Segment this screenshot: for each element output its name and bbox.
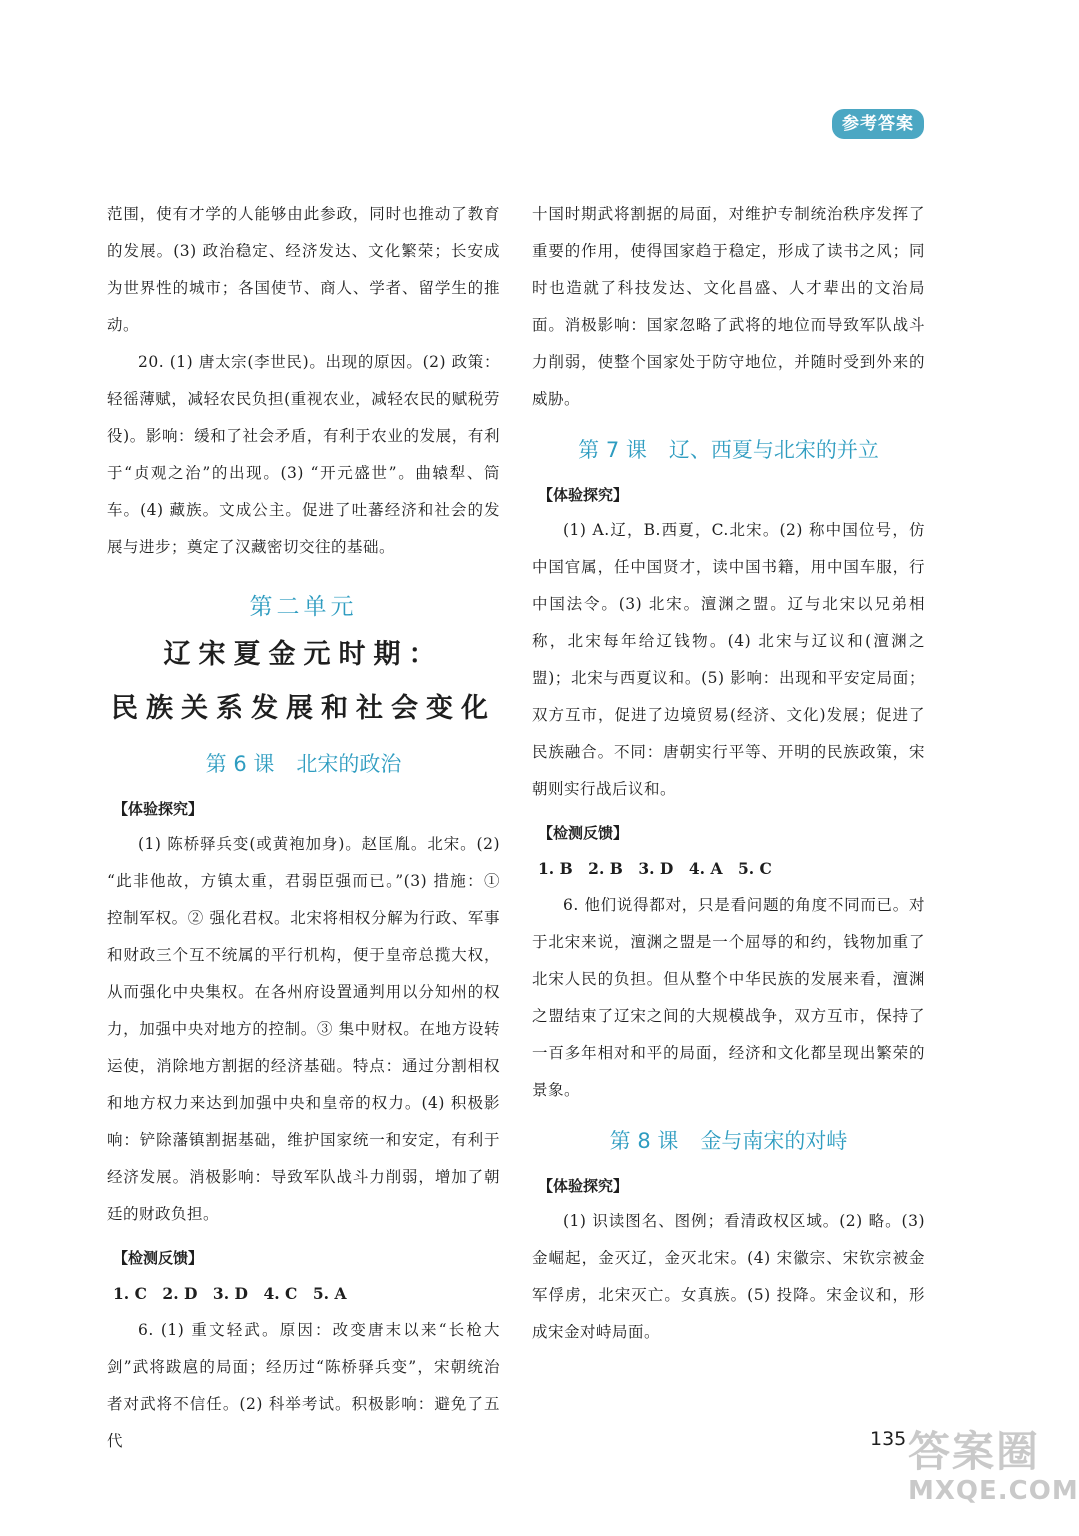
lesson-8-number: 第 8 课 bbox=[609, 1129, 679, 1153]
paragraph-right-1: 十国时期武将割据的局面，对维护专制统治秩序发挥了重要的作用，使得国家趋于稳定，形成了读书之风；同时也造就了科技发达、文化昌盛、人才辈出的文治局面。消极影响：国家忽略了武将的地位而导致军队战斗力削弱，使整个国家处于防守地位，并随时受到外来的威胁。 bbox=[532, 205, 925, 408]
lesson-6-number: 第 6 课 bbox=[205, 752, 275, 776]
watermark-bottom-text: MXQE.COM bbox=[908, 1476, 1079, 1506]
watermark-logo bbox=[908, 1427, 1079, 1516]
paragraph-right-4: (1) 识读图名、图例；看清政权区域。(2) 略。(3) 金崛起，金灭辽，金灭北宋。(4) 宋徽宗、宋钦宗被金军俘虏，北宋灭亡。女真族。(5) 投降。宋金议和，形成宋金对峙局面。 bbox=[532, 1212, 925, 1341]
answers-right: 1. B 2. B 3. D 4. A 5. C bbox=[538, 859, 772, 878]
lesson-6-title: 北宋的政治 bbox=[296, 752, 402, 776]
page-number: 135 bbox=[870, 1428, 907, 1450]
section-heading-feedback: 【检测反馈】 bbox=[538, 824, 629, 842]
section-heading-explore: 【体验探究】 bbox=[538, 1177, 629, 1195]
section-heading-explore: 【体验探究】 bbox=[113, 800, 204, 818]
left-column bbox=[107, 196, 500, 1460]
answers-left: 1. C 2. D 3. D 4. C 5. A bbox=[113, 1284, 347, 1303]
section-heading-feedback: 【检测反馈】 bbox=[113, 1249, 204, 1267]
right-column bbox=[532, 196, 925, 1351]
paragraph-left-3: (1) 陈桥驿兵变(或黄袍加身)。赵匡胤。北宋。(2) “此非他故，方镇太重，君弱臣强而已。”(3) 措施：① 控制军权。② 强化君权。北宋将相权分解为行政、军事和财政三个互不统属的平行机构，便于皇帝总揽大权，从而强化中央集权。在各州府设置通判用以分知州的权力，加强中央对地方的控制。③ 集中财权。在地方设转运使，消除地方割据的经济基础。特点：通过分割相权和地方权力来达到加强中央和皇帝的权力。(4) 积极影响：铲除藩镇割据基础，维护国家统一和安定，有利于经济发展。消极影响：导致军队战斗力削弱，增加了朝廷的财政负担。 bbox=[107, 835, 500, 1223]
answer-key-badge: 参考答案 bbox=[832, 109, 924, 139]
paragraph-left-1: 范围，使有才学的人能够由此参政，同时也推动了教育的发展。(3) 政治稳定、经济发达、文化繁荣；长安成为世界性的城市；各国使节、商人、学者、留学生的推动。 bbox=[107, 205, 500, 334]
lesson-6-heading bbox=[107, 744, 500, 784]
paragraph-right-3: 6. 他们说得都对，只是看问题的角度不同而已。对于北宋来说，澶渊之盟是一个屈辱的和约，钱物加重了北宋人民的负担。但从整个中华民族的发展来看，澶渊之盟结束了辽宋之间的大规模战争，双方互市，保持了一百多年相对和平的局面，经济和文化都呈现出繁荣的景象。 bbox=[532, 896, 925, 1099]
period-title-line-1: 辽宋夏金元时期： bbox=[163, 639, 444, 670]
paragraph-right-2: (1) A.辽，B.西夏，C.北宋。(2) 称中国位号，仿中国官属，任中国贤才，读中国书籍，用中国车服，行中国法令。(3) 北宋。澶渊之盟。辽与北宋以兄弟相称，北宋每年给辽钱物。(4) 北宋与辽议和(澶渊之盟)；北宋与西夏议和。(5) 影响：出现和平安定局面；双方互市，促进了边境贸易(经济、文化)发展；促进了民族融合。不同：唐朝实行平等、开明的民族政策，宋朝则实行战后议和。 bbox=[532, 521, 925, 798]
period-title-line-2: 民族关系发展和社会变化 bbox=[111, 693, 496, 724]
lesson-7-heading bbox=[532, 430, 925, 470]
unit-title: 第二单元 bbox=[249, 594, 358, 620]
watermark-top-text: 答案圈 bbox=[908, 1427, 1041, 1476]
lesson-8-heading bbox=[532, 1121, 925, 1161]
lesson-7-number: 第 7 课 bbox=[578, 438, 647, 462]
lesson-8-title: 金与南宋的对峙 bbox=[700, 1129, 848, 1153]
section-heading-explore: 【体验探究】 bbox=[538, 486, 629, 504]
paragraph-left-4: 6. (1) 重文轻武。原因：改变唐末以来“长枪大剑”武将跋扈的局面；经历过“陈桥驿兵变”，宋朝统治者对武将不信任。(2) 科举考试。积极影响：避免了五代 bbox=[107, 1321, 500, 1450]
lesson-7-title: 辽、西夏与北宋的并立 bbox=[668, 438, 879, 462]
paragraph-left-2: 20. (1) 唐太宗(李世民)。出现的原因。(2) 政策：轻徭薄赋，减轻农民负担(重视农业，减轻农民的赋税劳役)。影响：缓和了社会矛盾，有利于农业的发展，有利于“贞观之治”的出现。(3) “开元盛世”。曲辕犁、筒车。(4) 藏族。文成公主。促进了吐蕃经济和社会的发展与进步；奠定了汉藏密切交往的基础。 bbox=[107, 353, 500, 556]
